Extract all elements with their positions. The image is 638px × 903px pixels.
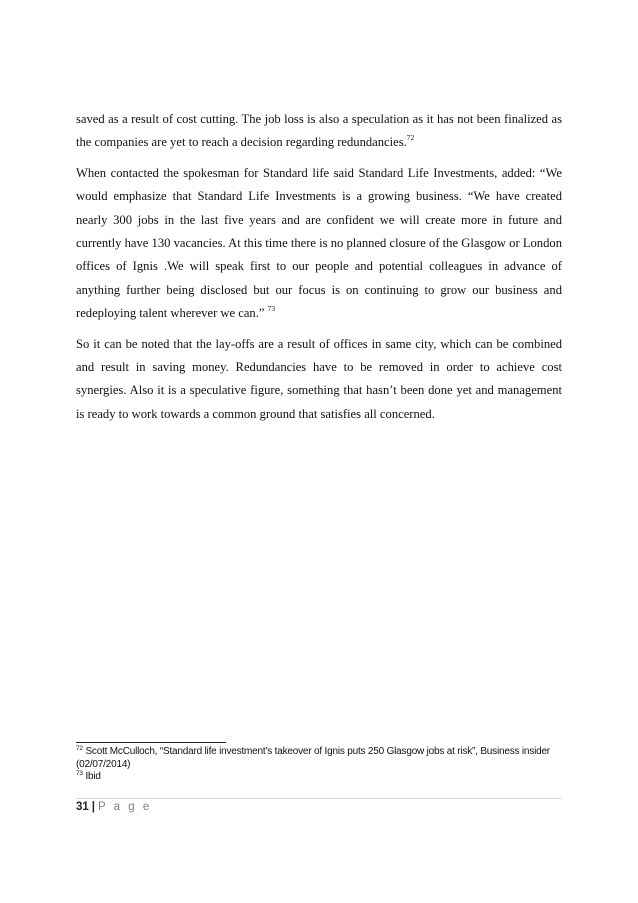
body-text [76, 108, 562, 433]
paragraph [76, 333, 562, 427]
page-label: P a g e [98, 801, 152, 813]
footnote [76, 746, 562, 771]
footnote-reference[interactable]: 72 [406, 133, 415, 143]
page-footer [76, 801, 152, 813]
page-number: 31 [76, 801, 89, 813]
footnote-text: Scott McCulloch, “Standard life investment’s takeover of Ignis puts 250 Glasgow jobs at risk”, Business insider (02/07/2014) [76, 746, 550, 770]
paragraph [76, 162, 562, 326]
footnote-text: Ibid [85, 771, 101, 782]
footer-divider [76, 798, 562, 799]
paragraph [76, 108, 562, 155]
paragraph-text: saved as a result of cost cutting. The job loss is also a speculation as it has not been finalized as the companies are yet to reach a decision regarding redundancies. [76, 112, 562, 150]
footnote [76, 771, 562, 784]
paragraph-text: When contacted the spokesman for Standard life said Standard Life Investments, added: “We would emphasize that Standard Life Investments is a growing business. “We have created nearly 300 jobs in the last five years and are confident we will create more in future and currently have 130 vacancies. At this time there is no planned closure of the Glasgow or London offices of Ignis .We will speak first to our people and potential colleagues in advance of anything further being disclosed but our focus is on continuing to grow our business and redeploying talent wherever we can.” [76, 165, 562, 321]
footnote-reference[interactable]: 73 [267, 304, 276, 314]
footnote-separator [76, 742, 226, 743]
footnote-number: 72 [76, 745, 83, 752]
footnotes [76, 746, 562, 784]
footnote-number: 73 [76, 770, 83, 777]
footer-separator: | [91, 801, 96, 813]
paragraph-text: So it can be noted that the lay-offs are a result of offices in same city, which can be combined and result in saving money. Redundancies have to be removed in order to achieve cost synergies. Also it is a speculative figure, something that hasn’t been done yet and management is ready to work towards a common ground that satisfies all concerned. [76, 336, 562, 421]
